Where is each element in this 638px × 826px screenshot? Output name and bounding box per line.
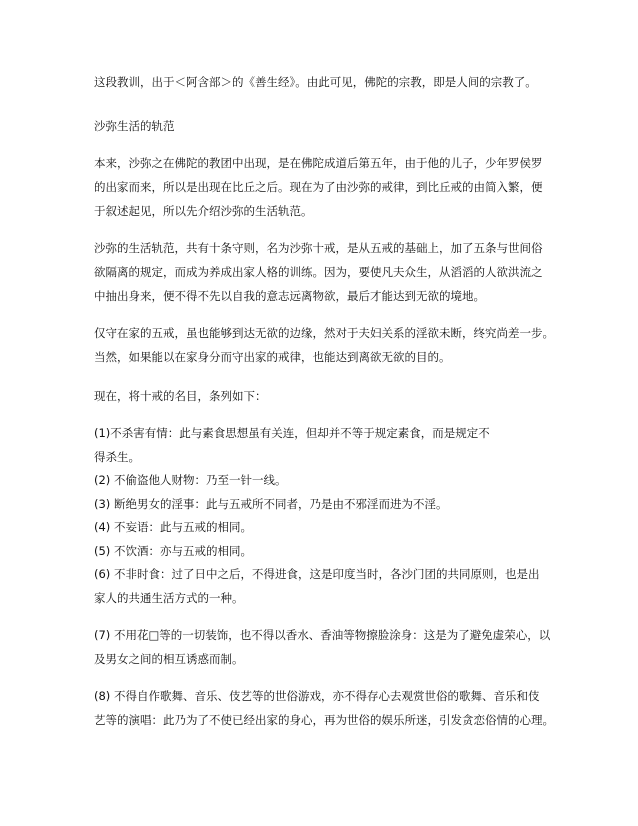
text-line: 于叙述起见，所以先介绍沙弥的生活轨范。 xyxy=(94,204,313,218)
list-item: (7) 不用花□等的一切装饰，也不得以香水、香油等物擦脸涂身：这是为了避免虚荣心，以 xyxy=(94,628,551,642)
section-heading: 沙弥生活的轨范 xyxy=(94,119,175,133)
text-line: 当然，如果能以在家身分而守出家的戒律，也能达到离欲无欲的目的。 xyxy=(94,350,451,364)
list-item: (2) 不偷盗他人财物：乃至一针一线。 xyxy=(94,473,287,487)
list-item: (3) 断绝男女的淫事：此与五戒所不同者，乃是由不邪淫而进为不淫。 xyxy=(94,497,448,511)
list-item: 艺等的演唱：此乃为了不使已经出家的身心，再为世俗的娱乐所迷，引发贪恋俗情的心理。 xyxy=(94,713,554,727)
text-line: 沙弥的生活轨范，共有十条守则，名为沙弥十戒，是从五戒的基础上，加了五条与世间俗 xyxy=(94,241,543,255)
list-item: 家人的共通生活方式的一种。 xyxy=(94,591,244,605)
list-item: (1)不杀害有情：此与素食思想虽有关连，但却并不等于规定素食，而是规定不 xyxy=(94,426,490,440)
list-item: (5) 不饮酒：亦与五戒的相同。 xyxy=(94,544,252,558)
text-line: 欲隔离的规定，而成为养成出家人格的训练。因为，要使凡夫众生，从滔滔的人欲洪流之 xyxy=(94,265,543,279)
text-line: 现在，将十戒的名目，条列如下： xyxy=(94,389,267,403)
text-line: 中抽出身来，便不得不先以自我的意志远离物欲，最后才能达到无欲的境地。 xyxy=(94,289,485,303)
list-item: (4) 不妄语：此与五戒的相同。 xyxy=(94,520,252,534)
text-line: 的出家而来，所以是出现在比丘之后。现在为了由沙弥的戒律，到比丘戒的由简入繁，便 xyxy=(94,180,543,194)
text-line: 仅守在家的五戒，虽也能够到达无欲的边缘，然对于夫妇关系的淫欲未断，终究尚差一步。 xyxy=(94,326,554,340)
text-line: 这段教训，出于＜阿含部＞的《善生经》。由此可见，佛陀的宗教，即是人间的宗教了。 xyxy=(94,75,537,89)
list-item: 得杀生。 xyxy=(94,450,140,464)
list-item: (6) 不非时食：过了日中之后，不得进食，这是印度当时，各沙门团的共同原则，也是出 xyxy=(94,567,540,581)
list-item: (8) 不得自作歌舞、音乐、伎艺等的世俗游戏，亦不得存心去观赏世俗的歌舞、音乐和伎 xyxy=(94,689,540,703)
text-line: 本来，沙弥之在佛陀的教团中出现，是在佛陀成道后第五年，由于他的儿子，少年罗侯罗 xyxy=(94,156,543,170)
list-item: 及男女之间的相互诱惑而制。 xyxy=(94,652,244,666)
